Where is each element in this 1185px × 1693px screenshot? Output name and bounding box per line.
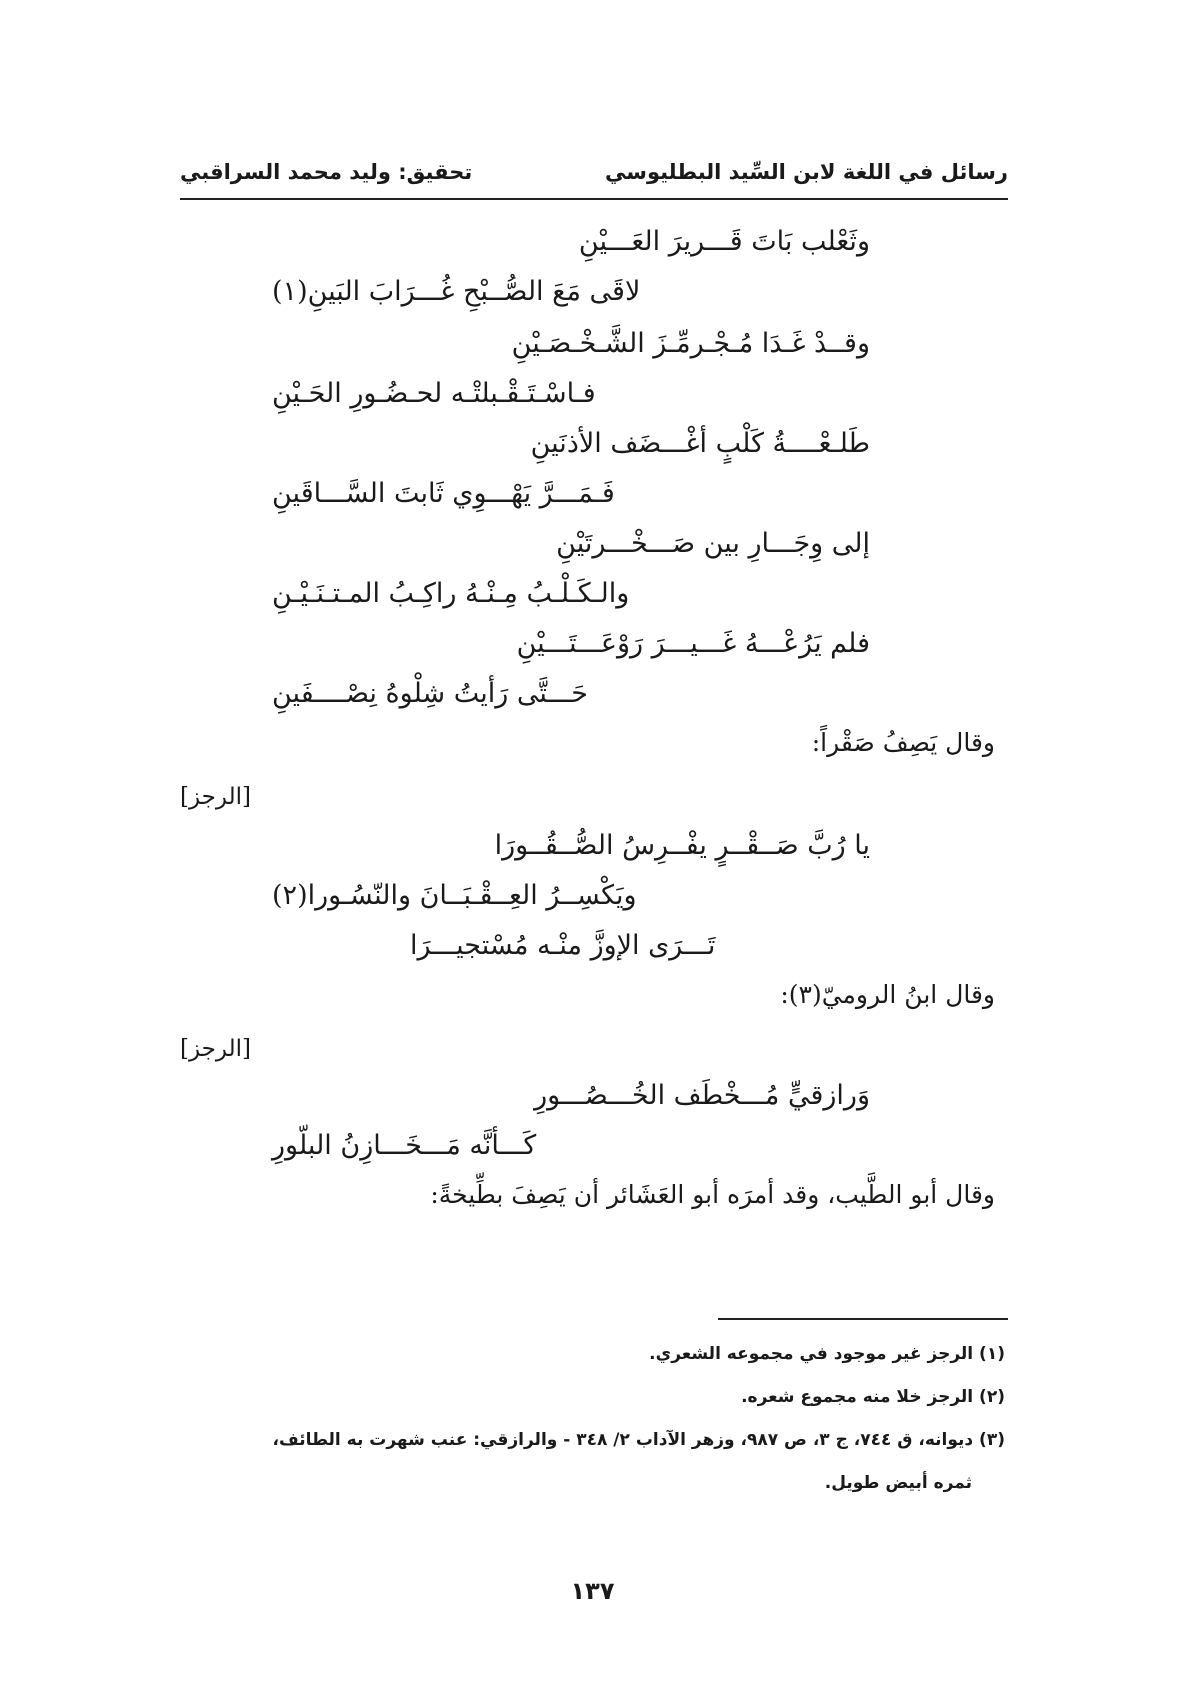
editor-credit: تحقيق: وليد محمد السراقبي xyxy=(180,160,473,184)
verse-line: فَـمَـــرَّ يَهْـــوِي ثَابتَ السَّـــاقَينِ xyxy=(272,478,615,509)
meter-label: [الرجز] xyxy=(180,784,251,810)
footnote-divider xyxy=(718,1318,1008,1320)
verse-line: والـكَـلْـبُ مِـنْـهُ راكِـبُ المـتـنَـيْـنِ xyxy=(272,578,630,609)
intro-line: وقال ابنُ الروميّ(٣): xyxy=(780,980,995,1009)
verse-line: كَـــأنَّه مَـــخَـــازِنُ البلّورِ xyxy=(272,1130,537,1161)
intro-line: وقال أبو الطَّيب، وقد أمرَه أبو العَشَائر أن يَصِفَ بطِّيخةً: xyxy=(430,1180,995,1209)
verse-line: وَرازقيٍّ مُـــخْطَف الخُـــصُـــورِ xyxy=(534,1080,870,1111)
verse-line: يا رُبَّ صَــقْــرٍ يفْــرِسُ الصُّــقُــورَا xyxy=(494,830,870,861)
header-divider xyxy=(180,198,1008,200)
meter-label: [الرجز] xyxy=(180,1036,251,1062)
page-number: ١٣٧ xyxy=(570,1577,615,1605)
footnote: (٢) الرجز خلا منه مجموع شعره. xyxy=(741,1387,1005,1407)
footnote: (١) الرجز غير موجود في مجموعه الشعري. xyxy=(649,1344,1005,1364)
verse-line: فلم يَرُعْـــهُ غَـــيـــرَ رَوْعَـــتَـــيْنِ xyxy=(516,628,870,659)
verse-line: وثَعْلب بَاتَ قَـــريرَ العَـــيْنِ xyxy=(578,226,870,257)
verse-line: وقــدْ غَـدَا مُـجْـرمِّـزَ الشَّـخْـصَـيْنِ xyxy=(511,328,870,359)
verse-line: إلى وِجَـــارِ بين صَـــخْـــرتَيْنِ xyxy=(556,528,870,559)
verse-line: ويَكْسِــرُ العِــقْـبَــانَ والنّسُـورا(٢) xyxy=(272,880,637,911)
verse-line: تَـــرَى الإوزَّ منْـه مُسْتجيـــرَا xyxy=(410,930,716,961)
intro-line: وقال يَصِفُ صَقْراً: xyxy=(811,728,995,757)
verse-line: لاقَى مَعَ الصُّــبْحِ غُـــرَابَ البَينِ(١) xyxy=(272,276,641,307)
verse-line: طَلـعْــــةُ كَلْبٍ أغْـــضَف الأذنَينِ xyxy=(530,428,870,459)
verse-line: حَـــتَّى رَأيتُ شِلْوهُ نِصْــــفَينِ xyxy=(272,678,588,709)
verse-line: فـاسْـتَـقْـبلتْـه لحـضُـورِ الحَـيْنِ xyxy=(272,378,596,409)
footnote: (٣) ديوانه، ق ٧٤٤، ج ٣، ص ٩٨٧، وزهر الآداب ٢/ ٣٤٨ - والرازقي: عنب شهرت به الطائف، xyxy=(272,1430,1005,1450)
footnote: ثمره أبيض طويل. xyxy=(824,1473,972,1493)
book-title: رسائل في اللغة لابن السِّيد البطليوسي xyxy=(605,160,1008,184)
running-header xyxy=(180,160,1008,196)
